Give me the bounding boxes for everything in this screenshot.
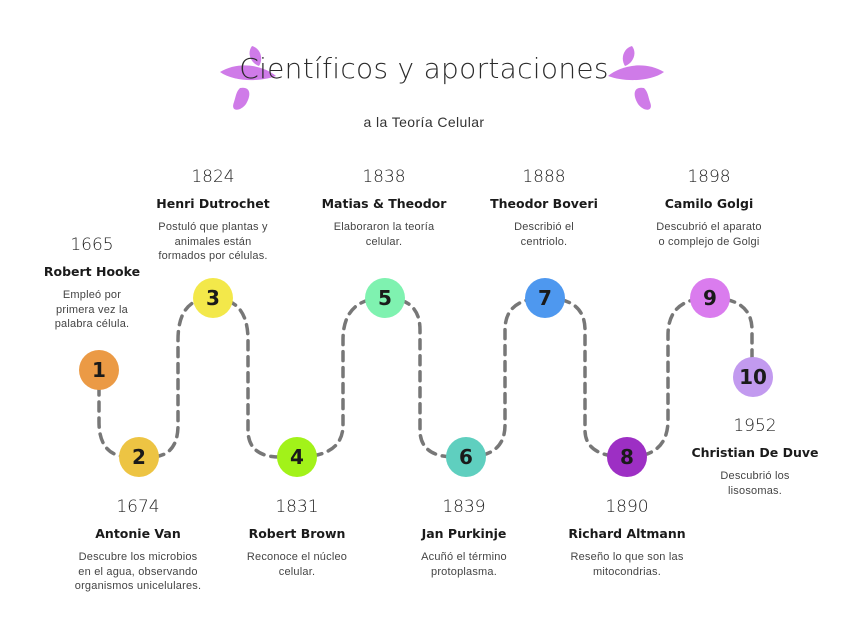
milestone-description: Empleó por primera vez la palabra célula. bbox=[54, 289, 130, 330]
milestone-year: 1831 bbox=[275, 497, 319, 517]
milestone-entry-8 bbox=[552, 496, 702, 579]
milestone-description: Descubre los microbios en el agua, observando organismos unicelulares. bbox=[74, 551, 202, 592]
milestone-description: Acuñó el término protoplasma. bbox=[421, 551, 507, 578]
milestone-entry-7 bbox=[469, 166, 619, 249]
milestone-scientist: Jan Purkinje bbox=[421, 526, 507, 541]
milestone-description: Reconoce el núcleo celular. bbox=[246, 551, 348, 578]
milestone-entry-9 bbox=[634, 166, 784, 249]
milestone-scientist: Antonie Van bbox=[95, 526, 181, 541]
milestone-description: Reseño lo que son las mitocondrias. bbox=[570, 551, 684, 578]
milestone-year: 1674 bbox=[116, 497, 160, 517]
milestone-entry-5 bbox=[309, 166, 459, 249]
milestone-node-10: 10 bbox=[733, 357, 773, 397]
milestone-description: Elaboraron la teoría celular. bbox=[333, 221, 435, 248]
milestone-entry-2 bbox=[63, 496, 213, 594]
milestone-scientist: Camilo Golgi bbox=[664, 196, 754, 211]
milestone-scientist: Theodor Boveri bbox=[490, 196, 598, 211]
milestone-year: 1665 bbox=[70, 235, 114, 255]
milestone-description: Describió el centriolo. bbox=[514, 221, 574, 248]
milestone-description: Descubrió los lisosomas. bbox=[720, 470, 790, 497]
milestone-scientist: Robert Hooke bbox=[43, 264, 141, 279]
milestone-year: 1824 bbox=[191, 167, 235, 187]
milestone-node-1: 1 bbox=[79, 350, 119, 390]
milestone-scientist: Matias & Theodor bbox=[321, 196, 447, 211]
milestone-entry-10 bbox=[680, 415, 830, 498]
milestone-node-2: 2 bbox=[119, 437, 159, 477]
milestone-year: 1898 bbox=[687, 167, 731, 187]
milestone-node-8: 8 bbox=[607, 437, 647, 477]
milestone-scientist: Christian De Duve bbox=[691, 445, 819, 460]
milestone-description: Descubrió el aparato o complejo de Golgi bbox=[656, 221, 762, 248]
page-title: Científicos y aportaciones bbox=[239, 52, 609, 85]
milestone-node-6: 6 bbox=[446, 437, 486, 477]
milestone-description: Postuló que plantas y animales están formados por células. bbox=[158, 221, 268, 262]
page-subtitle: a la Teoría Celular bbox=[363, 114, 485, 130]
milestone-scientist: Robert Brown bbox=[248, 526, 346, 541]
milestone-scientist: Richard Altmann bbox=[568, 526, 686, 541]
milestone-year: 1838 bbox=[362, 167, 406, 187]
milestone-year: 1839 bbox=[442, 497, 486, 517]
milestone-node-9: 9 bbox=[690, 278, 730, 318]
milestone-node-3: 3 bbox=[193, 278, 233, 318]
milestone-entry-6 bbox=[389, 496, 539, 579]
milestone-node-5: 5 bbox=[365, 278, 405, 318]
milestone-node-4: 4 bbox=[277, 437, 317, 477]
milestone-entry-4 bbox=[222, 496, 372, 579]
milestone-year: 1888 bbox=[522, 167, 566, 187]
milestone-node-7: 7 bbox=[525, 278, 565, 318]
milestone-year: 1890 bbox=[605, 497, 649, 517]
milestone-year: 1952 bbox=[733, 416, 777, 436]
milestone-scientist: Henri Dutrochet bbox=[156, 196, 270, 211]
milestone-entry-3 bbox=[138, 166, 288, 264]
